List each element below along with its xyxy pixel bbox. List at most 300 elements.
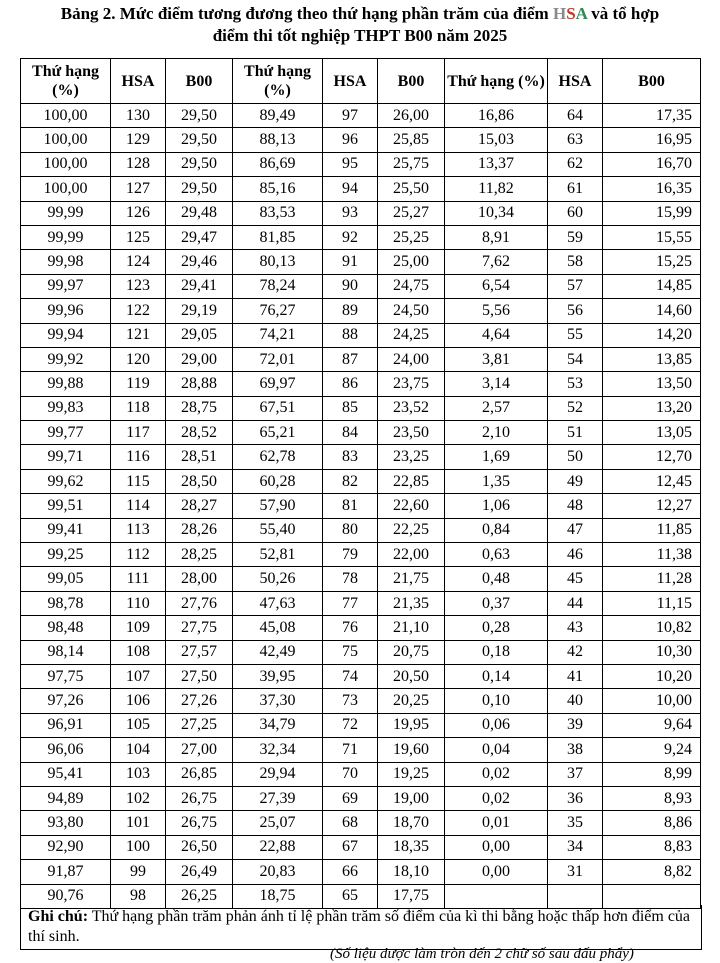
table-cell: 8,86 xyxy=(603,811,701,835)
table-cell: 51 xyxy=(548,421,603,445)
table-cell: 29,41 xyxy=(166,274,233,298)
table-cell: 28,88 xyxy=(166,372,233,396)
table-cell: 105 xyxy=(111,713,166,737)
table-cell: 8,93 xyxy=(603,786,701,810)
table-cell: 68 xyxy=(323,811,378,835)
table-cell: 96,91 xyxy=(21,713,111,737)
table-cell: 80 xyxy=(323,518,378,542)
header-b00-2: B00 xyxy=(378,59,445,104)
table-cell: 78,24 xyxy=(233,274,323,298)
table-cell: 91 xyxy=(323,250,378,274)
table-cell: 0,10 xyxy=(445,689,548,713)
table-cell: 106 xyxy=(111,689,166,713)
table-cell: 3,81 xyxy=(445,347,548,371)
table-cell: 101 xyxy=(111,811,166,835)
table-cell: 76 xyxy=(323,616,378,640)
table-row xyxy=(21,152,701,176)
table-cell: 55 xyxy=(548,323,603,347)
table-cell: 26,25 xyxy=(166,884,233,908)
table-row xyxy=(21,445,701,469)
table-cell: 95 xyxy=(323,152,378,176)
table-cell: 28,75 xyxy=(166,396,233,420)
table-cell: 43 xyxy=(548,616,603,640)
table-cell: 72 xyxy=(323,713,378,737)
table-cell: 0,28 xyxy=(445,616,548,640)
table-cell: 16,86 xyxy=(445,104,548,128)
table-cell: 16,95 xyxy=(603,128,701,152)
table-cell: 87 xyxy=(323,347,378,371)
table-cell: 100,00 xyxy=(21,152,111,176)
table-cell: 25,00 xyxy=(378,250,445,274)
table-cell: 27,25 xyxy=(166,713,233,737)
table-cell: 100,00 xyxy=(21,104,111,128)
table-cell: 100,00 xyxy=(21,177,111,201)
table-cell: 83,53 xyxy=(233,201,323,225)
table-cell: 23,52 xyxy=(378,396,445,420)
table-cell: 20,25 xyxy=(378,689,445,713)
table-cell: 28,50 xyxy=(166,469,233,493)
table-cell: 29,00 xyxy=(166,347,233,371)
table-cell: 96,06 xyxy=(21,738,111,762)
table-cell: 24,25 xyxy=(378,323,445,347)
table-cell: 89 xyxy=(323,299,378,323)
table-cell: 57,90 xyxy=(233,494,323,518)
table-cell: 65 xyxy=(323,884,378,908)
table-row xyxy=(21,323,701,347)
table-cell: 112 xyxy=(111,543,166,567)
table-cell: 2,10 xyxy=(445,421,548,445)
table-cell: 24,75 xyxy=(378,274,445,298)
table-cell: 124 xyxy=(111,250,166,274)
table-row xyxy=(21,225,701,249)
table-cell: 76,27 xyxy=(233,299,323,323)
table-cell: 69 xyxy=(323,786,378,810)
table-cell: 14,85 xyxy=(603,274,701,298)
table-cell: 15,25 xyxy=(603,250,701,274)
table-cell: 128 xyxy=(111,152,166,176)
table-cell: 20,83 xyxy=(233,860,323,884)
table-cell: 103 xyxy=(111,762,166,786)
table-body xyxy=(21,104,701,909)
table-cell: 19,95 xyxy=(378,713,445,737)
table-cell: 29,50 xyxy=(166,152,233,176)
table-cell: 13,37 xyxy=(445,152,548,176)
table-row xyxy=(21,616,701,640)
table-cell: 47,63 xyxy=(233,591,323,615)
table-cell: 47 xyxy=(548,518,603,542)
table-cell: 45,08 xyxy=(233,616,323,640)
table-cell: 82 xyxy=(323,469,378,493)
table-cell: 0,06 xyxy=(445,713,548,737)
table-cell: 25,27 xyxy=(378,201,445,225)
table-cell: 96 xyxy=(323,128,378,152)
table-row xyxy=(21,177,701,201)
table-cell: 3,14 xyxy=(445,372,548,396)
table-cell: 98,48 xyxy=(21,616,111,640)
table-cell: 60,28 xyxy=(233,469,323,493)
table-cell: 99,98 xyxy=(21,250,111,274)
table-cell: 59 xyxy=(548,225,603,249)
table-cell: 29,50 xyxy=(166,104,233,128)
table-row xyxy=(21,494,701,518)
table-row xyxy=(21,347,701,371)
table-cell: 10,30 xyxy=(603,640,701,664)
table-cell: 26,00 xyxy=(378,104,445,128)
table-cell: 88,13 xyxy=(233,128,323,152)
table-cell: 118 xyxy=(111,396,166,420)
table-cell: 18,10 xyxy=(378,860,445,884)
table-cell: 29,94 xyxy=(233,762,323,786)
table-cell: 130 xyxy=(111,104,166,128)
table-cell: 0,14 xyxy=(445,664,548,688)
table-cell: 27,50 xyxy=(166,664,233,688)
table-cell: 91,87 xyxy=(21,860,111,884)
table-cell: 37,30 xyxy=(233,689,323,713)
table-cell: 8,82 xyxy=(603,860,701,884)
table-cell: 77 xyxy=(323,591,378,615)
table-cell: 27,75 xyxy=(166,616,233,640)
table-cell: 17,35 xyxy=(603,104,701,128)
table-cell: 88 xyxy=(323,323,378,347)
table-cell: 25,07 xyxy=(233,811,323,835)
table-cell: 8,99 xyxy=(603,762,701,786)
table-cell: 16,70 xyxy=(603,152,701,176)
table-cell: 14,20 xyxy=(603,323,701,347)
table-cell: 72,01 xyxy=(233,347,323,371)
table-cell: 74 xyxy=(323,664,378,688)
table-cell: 67 xyxy=(323,835,378,859)
table-cell: 37 xyxy=(548,762,603,786)
header-b00-3: B00 xyxy=(603,59,701,104)
table-cell: 0,00 xyxy=(445,860,548,884)
table-cell: 123 xyxy=(111,274,166,298)
table-cell: 0,18 xyxy=(445,640,548,664)
table-cell: 10,20 xyxy=(603,664,701,688)
table-cell: 6,54 xyxy=(445,274,548,298)
table-cell: 97 xyxy=(323,104,378,128)
header-hsa-3: HSA xyxy=(548,59,603,104)
table-cell: 60 xyxy=(548,201,603,225)
table-cell: 74,21 xyxy=(233,323,323,347)
table-cell: 58 xyxy=(548,250,603,274)
table-cell: 0,00 xyxy=(445,835,548,859)
table-cell: 99,94 xyxy=(21,323,111,347)
table-cell: 55,40 xyxy=(233,518,323,542)
table-row xyxy=(21,421,701,445)
table-cell: 46 xyxy=(548,543,603,567)
table-cell: 36 xyxy=(548,786,603,810)
table-cell: 61 xyxy=(548,177,603,201)
table-cell: 19,25 xyxy=(378,762,445,786)
table-cell: 40 xyxy=(548,689,603,713)
table-cell: 99,96 xyxy=(21,299,111,323)
table-cell: 111 xyxy=(111,567,166,591)
table-cell: 93,80 xyxy=(21,811,111,835)
table-row xyxy=(21,299,701,323)
table-cell: 79 xyxy=(323,543,378,567)
table-cell: 25,50 xyxy=(378,177,445,201)
table-cell: 129 xyxy=(111,128,166,152)
table-cell: 98 xyxy=(111,884,166,908)
table-cell: 100,00 xyxy=(21,128,111,152)
table-cell: 27,76 xyxy=(166,591,233,615)
table-cell: 21,10 xyxy=(378,616,445,640)
table-cell: 89,49 xyxy=(233,104,323,128)
table-cell: 28,51 xyxy=(166,445,233,469)
table-cell: 11,28 xyxy=(603,567,701,591)
table-cell: 10,34 xyxy=(445,201,548,225)
table-cell: 1,06 xyxy=(445,494,548,518)
table-cell: 27,57 xyxy=(166,640,233,664)
table-cell: 83 xyxy=(323,445,378,469)
table-cell: 0,02 xyxy=(445,762,548,786)
table-cell: 92 xyxy=(323,225,378,249)
table-cell: 119 xyxy=(111,372,166,396)
table-cell: 127 xyxy=(111,177,166,201)
header-hsa-2: HSA xyxy=(323,59,378,104)
table-cell: 29,50 xyxy=(166,177,233,201)
table-cell: 99,25 xyxy=(21,543,111,567)
table-cell: 39 xyxy=(548,713,603,737)
table-cell: 100 xyxy=(111,835,166,859)
table-row xyxy=(21,640,701,664)
table-cell: 13,20 xyxy=(603,396,701,420)
table-row xyxy=(21,664,701,688)
table-cell: 5,56 xyxy=(445,299,548,323)
table-cell: 66 xyxy=(323,860,378,884)
table-cell: 15,55 xyxy=(603,225,701,249)
table-cell: 99,51 xyxy=(21,494,111,518)
table-cell: 99,41 xyxy=(21,518,111,542)
table-cell: 108 xyxy=(111,640,166,664)
table-cell: 22,25 xyxy=(378,518,445,542)
table-cell: 56 xyxy=(548,299,603,323)
table-cell: 0,02 xyxy=(445,786,548,810)
table-cell: 99,92 xyxy=(21,347,111,371)
table-cell: 52 xyxy=(548,396,603,420)
table-cell: 18,70 xyxy=(378,811,445,835)
table-cell: 27,39 xyxy=(233,786,323,810)
table-cell: 13,85 xyxy=(603,347,701,371)
table-cell: 18,75 xyxy=(233,884,323,908)
table-cell: 115 xyxy=(111,469,166,493)
table-cell: 15,03 xyxy=(445,128,548,152)
table-cell: 94 xyxy=(323,177,378,201)
header-rank-1: Thứ hạng (%) xyxy=(21,59,111,104)
table-row xyxy=(21,835,701,859)
table-cell: 107 xyxy=(111,664,166,688)
table-cell: 14,60 xyxy=(603,299,701,323)
table-cell: 1,69 xyxy=(445,445,548,469)
table-cell: 29,05 xyxy=(166,323,233,347)
table-cell: 63 xyxy=(548,128,603,152)
table-cell: 9,64 xyxy=(603,713,701,737)
table-cell: 109 xyxy=(111,616,166,640)
table-cell: 97,26 xyxy=(21,689,111,713)
table-cell: 34,79 xyxy=(233,713,323,737)
header-b00-1: B00 xyxy=(166,59,233,104)
table-cell: 22,88 xyxy=(233,835,323,859)
table-cell: 27,00 xyxy=(166,738,233,762)
table-row xyxy=(21,713,701,737)
table-cell: 99,71 xyxy=(21,445,111,469)
table-cell: 78 xyxy=(323,567,378,591)
table-cell: 13,50 xyxy=(603,372,701,396)
table-cell: 10,00 xyxy=(603,689,701,713)
table-cell: 4,64 xyxy=(445,323,548,347)
table-cell: 20,50 xyxy=(378,664,445,688)
table-cell: 80,13 xyxy=(233,250,323,274)
table-cell: 0,37 xyxy=(445,591,548,615)
header-row xyxy=(21,59,701,104)
table-cell: 8,83 xyxy=(603,835,701,859)
table-cell: 28,25 xyxy=(166,543,233,567)
table-cell: 20,75 xyxy=(378,640,445,664)
table-row xyxy=(21,274,701,298)
table-cell: 31 xyxy=(548,860,603,884)
table-cell: 57 xyxy=(548,274,603,298)
table-cell: 86 xyxy=(323,372,378,396)
table-cell: 25,75 xyxy=(378,152,445,176)
note-label: Ghi chú: xyxy=(28,908,89,925)
table-cell: 99,99 xyxy=(21,225,111,249)
table-row xyxy=(21,372,701,396)
score-equivalence-table xyxy=(20,58,701,909)
title-line-2: điểm thi tốt nghiệp THPT B00 năm 2025 xyxy=(212,26,508,45)
table-cell: 113 xyxy=(111,518,166,542)
table-cell: 85,16 xyxy=(233,177,323,201)
table-row xyxy=(21,250,701,274)
table-cell: 29,19 xyxy=(166,299,233,323)
table-row xyxy=(21,469,701,493)
table-cell: 18,35 xyxy=(378,835,445,859)
table-cell: 22,00 xyxy=(378,543,445,567)
table-cell: 45 xyxy=(548,567,603,591)
table-cell: 0,48 xyxy=(445,567,548,591)
table-cell: 23,50 xyxy=(378,421,445,445)
table-cell: 86,69 xyxy=(233,152,323,176)
table-cell: 19,60 xyxy=(378,738,445,762)
table-cell: 26,85 xyxy=(166,762,233,786)
table-cell: 90,76 xyxy=(21,884,111,908)
table-cell: 99,05 xyxy=(21,567,111,591)
table-cell: 121 xyxy=(111,323,166,347)
table-cell: 99 xyxy=(111,860,166,884)
table-cell: 99,99 xyxy=(21,201,111,225)
table-cell: 75 xyxy=(323,640,378,664)
table-cell: 28,26 xyxy=(166,518,233,542)
table-cell: 12,45 xyxy=(603,469,701,493)
table-cell: 13,05 xyxy=(603,421,701,445)
hsa-letter-a: A xyxy=(575,4,588,23)
table-cell: 85 xyxy=(323,396,378,420)
table-cell: 50 xyxy=(548,445,603,469)
table-cell: 29,50 xyxy=(166,128,233,152)
table-cell: 62,78 xyxy=(233,445,323,469)
table-cell: 42,49 xyxy=(233,640,323,664)
table-cell: 22,60 xyxy=(378,494,445,518)
table-cell: 25,25 xyxy=(378,225,445,249)
table-cell: 50,26 xyxy=(233,567,323,591)
table-cell: 93 xyxy=(323,201,378,225)
table-row xyxy=(21,543,701,567)
table-cell: 69,97 xyxy=(233,372,323,396)
table-cell: 39,95 xyxy=(233,664,323,688)
table-cell: 125 xyxy=(111,225,166,249)
table-row xyxy=(21,689,701,713)
table-row xyxy=(21,518,701,542)
table-cell: 99,83 xyxy=(21,396,111,420)
table-cell: 2,57 xyxy=(445,396,548,420)
table-row xyxy=(21,396,701,420)
table-row xyxy=(21,128,701,152)
table-cell: 11,85 xyxy=(603,518,701,542)
table-cell: 25,85 xyxy=(378,128,445,152)
table-row xyxy=(21,860,701,884)
table-cell: 95,41 xyxy=(21,762,111,786)
table-cell: 27,26 xyxy=(166,689,233,713)
table-cell: 110 xyxy=(111,591,166,615)
table-cell: 64 xyxy=(548,104,603,128)
table-cell: 0,84 xyxy=(445,518,548,542)
table-cell: 117 xyxy=(111,421,166,445)
table-cell: 29,48 xyxy=(166,201,233,225)
table-cell: 1,35 xyxy=(445,469,548,493)
table-cell: 81,85 xyxy=(233,225,323,249)
table-cell: 0,63 xyxy=(445,543,548,567)
table-cell: 49 xyxy=(548,469,603,493)
table-row xyxy=(21,738,701,762)
table-cell: 62 xyxy=(548,152,603,176)
hsa-letter-s: S xyxy=(566,4,576,23)
table-cell: 65,21 xyxy=(233,421,323,445)
table-row xyxy=(21,786,701,810)
header-rank-3: Thứ hạng (%) xyxy=(445,59,548,104)
table-cell: 126 xyxy=(111,201,166,225)
header-rank-2: Thứ hạng (%) xyxy=(233,59,323,104)
table-cell: 42 xyxy=(548,640,603,664)
table-cell: 21,35 xyxy=(378,591,445,615)
table-cell: 29,47 xyxy=(166,225,233,249)
table-cell: 28,00 xyxy=(166,567,233,591)
table-cell: 26,75 xyxy=(166,811,233,835)
table-cell: 19,00 xyxy=(378,786,445,810)
table-cell: 81 xyxy=(323,494,378,518)
source-note: (Số liệu được làm tròn đến 2 chữ số sau dấu phẩy) xyxy=(330,946,634,962)
table-cell: 11,82 xyxy=(445,177,548,201)
table-cell: 116 xyxy=(111,445,166,469)
table-cell: 28,27 xyxy=(166,494,233,518)
table-cell: 23,25 xyxy=(378,445,445,469)
table-cell: 26,50 xyxy=(166,835,233,859)
hsa-letter-h: H xyxy=(552,4,567,23)
table-cell: 32,34 xyxy=(233,738,323,762)
table-cell: 98,14 xyxy=(21,640,111,664)
table-cell: 114 xyxy=(111,494,166,518)
table-cell: 38 xyxy=(548,738,603,762)
table-cell: 24,00 xyxy=(378,347,445,371)
table-cell: 16,35 xyxy=(603,177,701,201)
table-cell: 7,62 xyxy=(445,250,548,274)
table-cell: 34 xyxy=(548,835,603,859)
table-cell: 84 xyxy=(323,421,378,445)
table-cell: 35 xyxy=(548,811,603,835)
table-cell: 44 xyxy=(548,591,603,615)
table-cell: 24,50 xyxy=(378,299,445,323)
table-cell: 99,88 xyxy=(21,372,111,396)
table-cell: 52,81 xyxy=(233,543,323,567)
table-cell: 8,91 xyxy=(445,225,548,249)
